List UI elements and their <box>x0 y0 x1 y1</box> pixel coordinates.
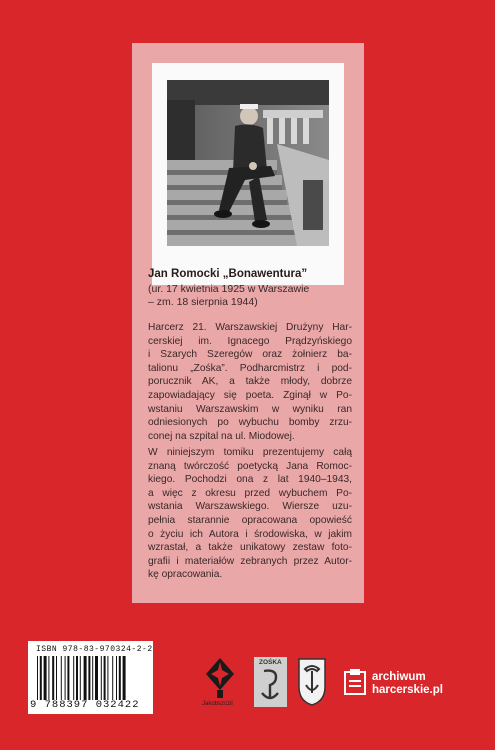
about-line: W niniejszym tomiku prezentujemy całą <box>148 447 352 458</box>
barcode-bar <box>73 656 74 700</box>
about-line: kiego. Pochodzi ona z lat 1940–1943, <box>148 474 352 486</box>
barcode-number: 9 788397 032422 <box>30 699 140 711</box>
scout-shield-logo <box>297 657 327 707</box>
barcode-bar <box>101 656 102 700</box>
bio-line: Harcerz 21. Warszawskiej Drużyny Har- <box>148 322 352 333</box>
about-line: wzrastał, a także unikatowy zestaw foto- <box>148 542 352 554</box>
barcode-bar <box>56 656 57 700</box>
barcode-bar <box>44 656 47 700</box>
archive-icon <box>343 668 367 696</box>
portrait-illustration <box>167 80 329 246</box>
barcode-bar <box>76 656 78 700</box>
archiwum-line: harcerskie.pl <box>372 684 443 696</box>
barcode-bar <box>61 656 62 700</box>
about-line: pełnia starannie opracowana opowieść <box>148 514 352 526</box>
bio-line: odniesionych po wybuchu bomby zrzu- <box>148 417 352 429</box>
shield-icon <box>297 657 327 707</box>
biography-paragraph <box>148 321 352 443</box>
about-line: wstania Warszawskiego. Wiersze uzu- <box>148 501 352 513</box>
bio-line: wstaniu Warszawskim w wyniku ran <box>148 403 352 415</box>
about-line: a więc z okresu przed wybuchem Po- <box>148 487 352 499</box>
about-line: kę opracowania. <box>148 569 223 581</box>
fleur-de-lis-icon <box>203 656 237 700</box>
barcode-bar <box>37 656 38 700</box>
bio-line: i Szarych Szeregów oraz żołnierz ba- <box>148 349 352 361</box>
zoska-label: ZOŚKA <box>259 659 282 666</box>
about-line: znaną twórczość poetycką Jana Romoc- <box>148 460 352 472</box>
anchor-icon <box>254 667 287 707</box>
barcode-bar <box>65 656 66 700</box>
barcode-bar <box>40 656 42 700</box>
barcode-bar <box>119 656 121 700</box>
about-line: grafii i materiałów zebranych przez Autor- <box>148 555 352 567</box>
about-line: o życiu ich Autora i środowiska, w jakim <box>148 528 352 540</box>
bio-line: cerskiej im. Ignacego Prądzyńskiego <box>148 335 352 347</box>
dates-line: (ur. 17 kwietnia 1925 w Warszawie <box>148 283 310 295</box>
bio-line: porucznik AK, a także młody, dobrze <box>148 376 352 388</box>
publisher-logo <box>203 656 237 710</box>
barcode-bar <box>80 656 81 700</box>
barcode-bar <box>112 656 113 700</box>
zoska-logo <box>254 657 287 707</box>
person-name: Jan Romocki „Bonawentura” <box>148 268 308 280</box>
barcode-bar <box>95 656 98 700</box>
barcode-bar <box>107 656 108 700</box>
info-panel <box>132 43 364 603</box>
barcode-bar <box>67 656 69 700</box>
bio-line: talionu „Zośka”. Podharcmistrz i pod- <box>148 362 352 374</box>
barcode-bar <box>88 656 90 700</box>
dates-line: – zm. 18 sierpnia 1944) <box>148 296 258 308</box>
barcode-bar <box>104 656 106 700</box>
life-dates <box>148 283 352 309</box>
barcode-bar <box>52 656 54 700</box>
barcode <box>28 641 153 714</box>
bio-line: zapowiadający się poeta. Zginął w Po- <box>148 389 352 401</box>
barcode-bar <box>48 656 49 700</box>
publisher-label: Jakobszczil <box>202 701 233 707</box>
about-paragraph <box>148 446 352 582</box>
archiwum-wordmark <box>372 671 443 697</box>
photo-frame <box>152 63 344 285</box>
barcode-bar <box>84 656 87 700</box>
barcode-bar <box>116 656 117 700</box>
barcode-bar <box>92 656 93 700</box>
portrait-photo <box>167 80 329 246</box>
barcode-bars <box>37 656 145 700</box>
isbn-label: ISBN 978-83-970324-2-2 <box>36 645 153 654</box>
archiwum-line: archiwum <box>372 671 426 683</box>
barcode-bar <box>123 656 126 700</box>
bio-line: conej na szpital na ul. Miodowej. <box>148 430 295 442</box>
